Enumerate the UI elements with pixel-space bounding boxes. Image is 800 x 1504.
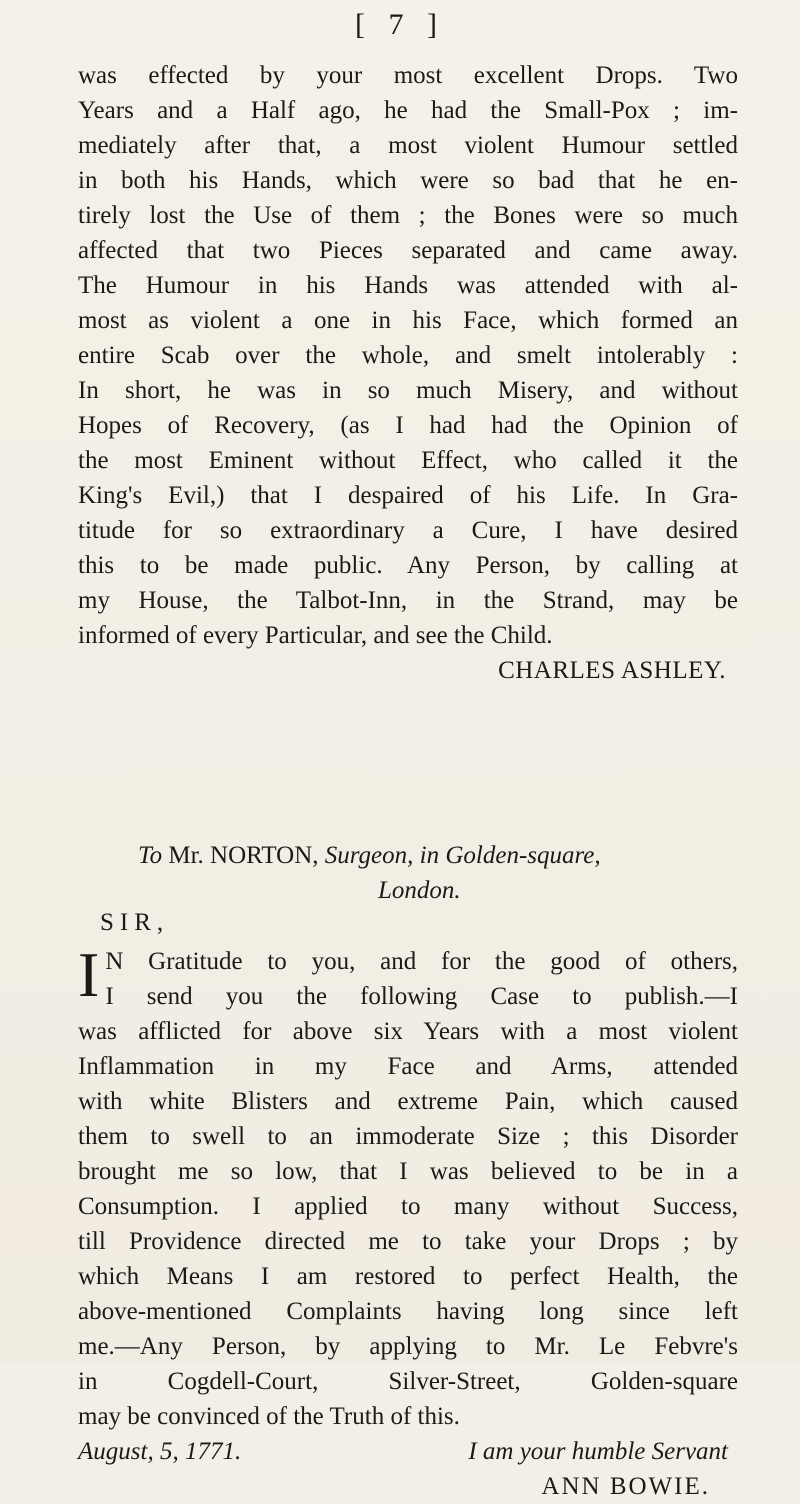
closing-line xyxy=(78,1434,738,1469)
text-line: Years and a Half ago, he had the Small-Pox ; im- xyxy=(78,97,738,124)
address-to: To xyxy=(138,842,163,869)
text-line: I send you the following Case to publish.—I xyxy=(105,983,738,1010)
text-line: mediately after that, a most violent Humour settled xyxy=(78,132,738,159)
text-line: was effected by your most excellent Drops. Two xyxy=(78,62,738,89)
text-line: tirely lost the Use of them ; the Bones were so much xyxy=(78,202,738,229)
address-city: London. xyxy=(378,877,461,904)
text-line: brought me so low, that I was believed to be in a xyxy=(78,1158,738,1185)
address-description: Surgeon, in Golden-square, xyxy=(324,842,601,869)
signature-ann-bowie: ANN BOWIE. xyxy=(541,1473,710,1500)
text-line: with white Blisters and extreme Pain, which caused xyxy=(78,1088,738,1115)
text-line: Inflammation in my Face and Arms, attended xyxy=(78,1053,738,1080)
text-line: above-mentioned Complaints having long since left xyxy=(78,1298,738,1325)
text-line: till Providence directed me to take your Drops ; by xyxy=(78,1228,738,1255)
text-line: this to be made public. Any Person, by calling at xyxy=(78,552,738,579)
letter-address xyxy=(138,838,758,908)
letter-two xyxy=(78,939,738,1504)
text-line: King's Evil,) that I despaired of his Life. In Gra- xyxy=(78,482,738,509)
closing-phrase: I am your humble Servant xyxy=(468,1438,728,1465)
text-line: informed of every Particular, and see the Child. xyxy=(78,622,553,649)
drop-cap: I xyxy=(78,939,100,1010)
page-number: [ 7 ] xyxy=(355,8,445,41)
text-line: Hopes of Recovery, (as I had had the Opinion of xyxy=(78,412,738,439)
text-line: The Humour in his Hands was attended with al- xyxy=(78,272,738,299)
text-line: my House, the Talbot-Inn, in the Strand, may be xyxy=(78,587,738,614)
text-line: most as violent a one in his Face, which formed an xyxy=(78,307,738,334)
text-line: was afflicted for above six Years with a most violent xyxy=(78,1018,738,1045)
letter-one xyxy=(78,58,738,688)
text-line: N Gratitude to you, and for the good of others, xyxy=(105,948,738,975)
text-line: Consumption. I applied to many without Success, xyxy=(78,1193,738,1220)
text-line: affected that two Pieces separated and came away. xyxy=(78,237,738,264)
letter-date: August, 5, 1771. xyxy=(78,1438,242,1465)
text-line: them to swell to an immoderate Size ; this Disorder xyxy=(78,1123,738,1150)
text-line: in Cogdell-Court, Silver-Street, Golden-square xyxy=(78,1368,738,1395)
address-name: Mr. NORTON, xyxy=(168,842,319,869)
text-line: In short, he was in so much Misery, and without xyxy=(78,377,738,404)
text-line: entire Scab over the whole, and smelt intolerably : xyxy=(78,342,738,369)
text-line: which Means I am restored to perfect Health, the xyxy=(78,1263,738,1290)
text-line: in both his Hands, which were so bad that he en- xyxy=(78,167,738,194)
text-line: the most Eminent without Effect, who called it the xyxy=(78,447,738,474)
text-line: me.—Any Person, by applying to Mr. Le Febvre's xyxy=(78,1333,738,1360)
salutation: SIR, xyxy=(100,909,170,936)
signature-charles-ashley: CHARLES ASHLEY. xyxy=(498,657,726,684)
text-line: may be convinced of the Truth of this. xyxy=(78,1403,460,1430)
text-line: titude for so extraordinary a Cure, I have desired xyxy=(78,517,738,544)
